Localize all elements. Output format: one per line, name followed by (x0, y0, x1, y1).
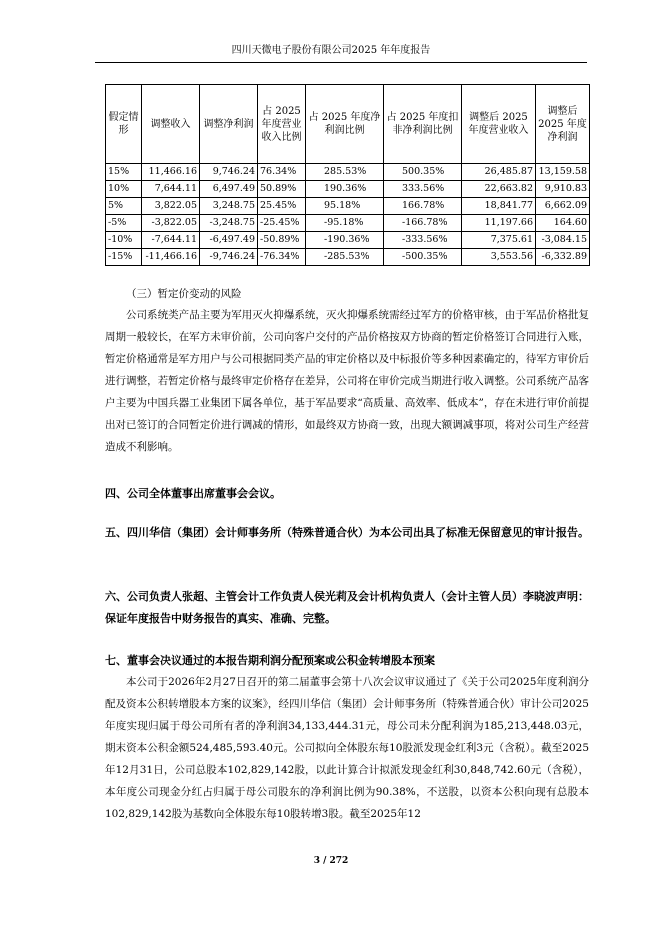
header-rule (95, 62, 587, 63)
distribution-paragraph (105, 671, 589, 847)
section-subtitle: （三）暂定价变动的风险 (126, 288, 242, 300)
table-cell: -190.36% (306, 232, 384, 249)
table-row (106, 164, 590, 181)
table-row (106, 181, 590, 198)
col-header: 调整收入 (142, 85, 200, 164)
table-cell: -166.78% (384, 215, 462, 232)
table-cell: -3,248.75 (200, 215, 258, 232)
table-cell: 3,822.05 (142, 198, 200, 215)
table-cell: -15% (106, 249, 142, 266)
table-header-row (106, 85, 590, 164)
page-header: 四川天微电子股份有限公司2025 年年度报告 (231, 45, 431, 56)
table-cell: -50.89% (258, 232, 306, 249)
page-number: 3 / 272 (313, 856, 349, 866)
table-cell: 500.35% (384, 164, 462, 181)
table-row (106, 215, 590, 232)
table-cell: -3,084.15 (536, 232, 590, 249)
table-cell: -11,466.16 (142, 249, 200, 266)
col-header: 调整净利润 (200, 85, 258, 164)
table-cell: 50.89% (258, 181, 306, 198)
table-cell: -9,746.24 (200, 249, 258, 266)
col-header: 调整后 2025 年度营业收入 (462, 85, 536, 164)
col-header: 调整后 2025 年度净利润 (536, 85, 590, 164)
table-cell: -6,497.49 (200, 232, 258, 249)
table-cell: 11,466.16 (142, 164, 200, 181)
col-header: 占 2025 年度扣非净利润比例 (384, 85, 462, 164)
table-cell: 76.34% (258, 164, 306, 181)
paragraph-text: 公司系统类产品主要为军用灭火抑爆系统，灭火抑爆系统需经过军方的价格审核，由于军品价格批复周期一般较长，在军方未审价前，公司向客户交付的产品价格按双方协商的暂定价格签订合同进行入账，暂定价格通常是军方用户与公司根据同类产品的审定价格以及中标报价等多种因素确定的，待军方审价后进行调整，若暂定价格与最终审定价格存在差异，公司将在审价完成当期进行收入调整。公司系统产品客户主要为中国兵器工业集团下属各单位，基于军品要求“高质量、高效率、低成本”，存在未进行审价前提出对已签订的合同暂定价进行调减的情形，如最终双方协商一致，出现大额调减事项，将对公司生产经营造成不利影响。 (105, 309, 589, 453)
table-cell: 166.78% (384, 198, 462, 215)
paragraph-text: 本公司于2026年2月27日召开的第二届董事会第十八次会议审议通过了《关于公司2025年度利润分配及资本公积转增股本方案的议案》，经四川华信（集团）会计师事务所（特殊普通合伙）审计公司2025年度实现归属于母公司所有者的净利润34,133,444.31元，母公司未分配利润为185,213,448.03元，期末资本公积金额524,485,593.40元。公司拟向全体股东每10股派发现金红利3元（含税）。截至2025年12月31日，公司总股本102,829,142股，以此计算合计拟派发现金红利30,848,742.60元（含税），本年度公司现金分红占归属于母公司股东的净利润比例为90.38%，不送股，以资本公积向现有总股本102,829,142股为基数向全体股东每10股转增3股。截至2025年12 (105, 676, 589, 820)
table-cell: 9,746.24 (200, 164, 258, 181)
table-cell: 3,553.56 (462, 249, 536, 266)
table-cell: 9,910.83 (536, 181, 590, 198)
table-cell: -285.53% (306, 249, 384, 266)
heading-board-attendance: 四、公司全体董事出席董事会会议。 (105, 487, 281, 500)
table-cell: -3,822.05 (142, 215, 200, 232)
table-cell: 26,485.87 (462, 164, 536, 181)
table-cell: -6,332.89 (536, 249, 590, 266)
table-cell: 6,662.09 (536, 198, 590, 215)
table-cell: 7,375.61 (462, 232, 536, 249)
col-header: 假定情形 (106, 85, 142, 164)
table-cell: -25.45% (258, 215, 306, 232)
table-cell: -5% (106, 215, 142, 232)
table-cell: 333.56% (384, 181, 462, 198)
table-cell: -10% (106, 232, 142, 249)
table-cell: 5% (106, 198, 142, 215)
table-cell: 190.36% (306, 181, 384, 198)
table-cell: 285.53% (306, 164, 384, 181)
table-cell: 7,644.11 (142, 181, 200, 198)
table-cell: -333.56% (384, 232, 462, 249)
heading-profit-distribution: 七、董事会决议通过的本报告期利润分配预案或公积金转增股本预案 (105, 654, 435, 667)
table-cell: 10% (106, 181, 142, 198)
table-cell: 164.60 (536, 215, 590, 232)
table-cell: 6,497.49 (200, 181, 258, 198)
table-cell: 3,248.75 (200, 198, 258, 215)
table-cell: 13,159.58 (536, 164, 590, 181)
table-cell: 11,197.66 (462, 215, 536, 232)
col-header: 占 2025 年度营业收入比例 (258, 85, 306, 164)
table-cell: 95.18% (306, 198, 384, 215)
table-cell: 15% (106, 164, 142, 181)
table-cell: -76.34% (258, 249, 306, 266)
table-cell: -95.18% (306, 215, 384, 232)
table-row (106, 249, 590, 266)
table-cell: 22,663.82 (462, 181, 536, 198)
heading-responsibility-statement: 六、公司负责人张超、主管会计工作负责人侯光莉及会计机构负责人（会计主管人员）李晓波声明：保证年度报告中财务报告的真实、准确、完整。 (105, 590, 589, 625)
risk-paragraph (105, 304, 589, 458)
table-cell: 18,841.77 (462, 198, 536, 215)
heading-audit-opinion: 五、四川华信（集团）会计师事务所（特殊普通合伙）为本公司出具了标准无保留意见的审计报告。 (105, 526, 589, 539)
table-row (106, 198, 590, 215)
col-header: 占 2025 年度净利润比例 (306, 85, 384, 164)
table-row (106, 232, 590, 249)
sensitivity-table (105, 84, 590, 266)
table-cell: 25.45% (258, 198, 306, 215)
table-cell: -500.35% (384, 249, 462, 266)
table-cell: -7,644.11 (142, 232, 200, 249)
